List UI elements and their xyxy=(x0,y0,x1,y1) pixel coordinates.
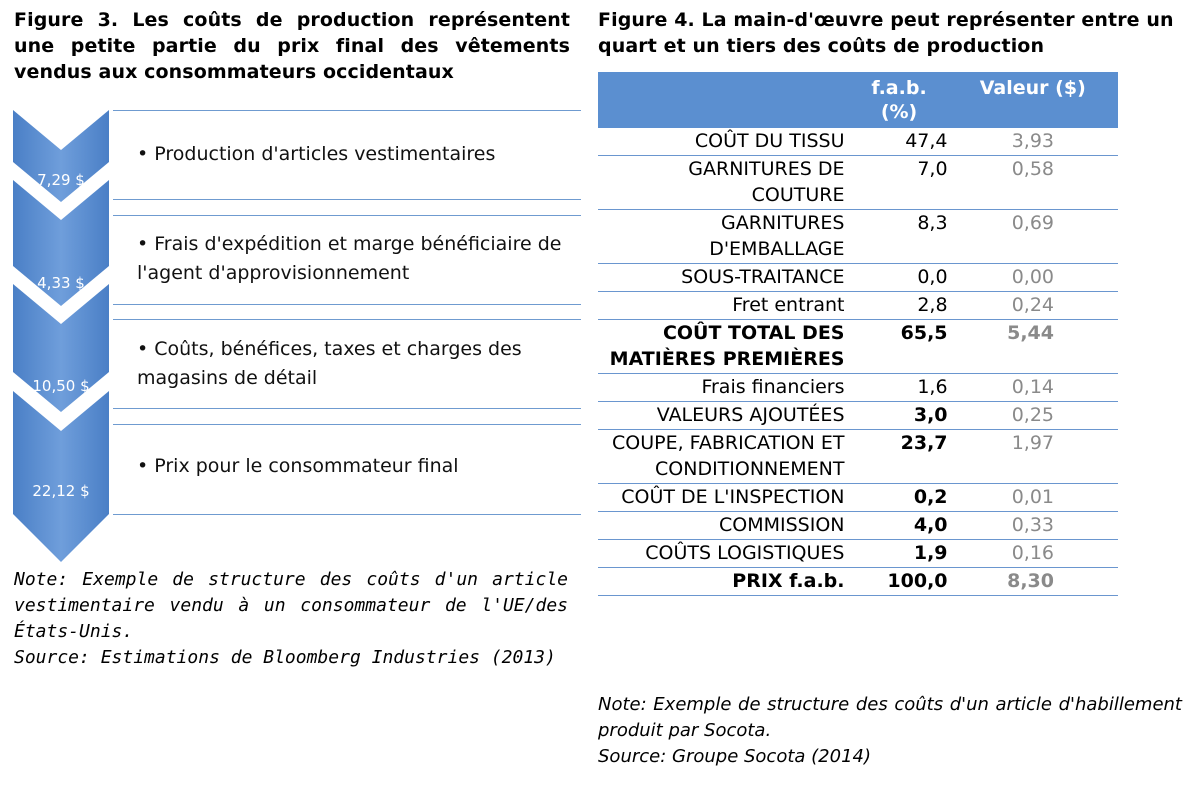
row-valeur: 8,30 xyxy=(948,568,1118,596)
row-valeur: 0,00 xyxy=(948,264,1118,292)
row-valeur: 3,93 xyxy=(1011,130,1054,152)
divider xyxy=(113,408,581,409)
row-fab-pct: 23,7 xyxy=(851,430,948,484)
figure4-title: Figure 4. La main-d'œuvre peut représenter entre un quart et un tiers des coûts de production xyxy=(598,9,1174,57)
table-row xyxy=(598,210,1118,264)
divider xyxy=(113,199,581,200)
figure4-note xyxy=(598,692,1182,770)
row-valeur: 0,14 xyxy=(948,374,1118,402)
row-label: COÛT DE L'INSPECTION xyxy=(598,484,851,512)
header-fab-pct: f.a.b. (%) xyxy=(851,72,948,128)
row-valeur: 0,69 xyxy=(948,210,1118,264)
row-fab-pct: 3,0 xyxy=(851,402,948,430)
row-fab-pct: 4,0 xyxy=(851,512,948,540)
row-label: Frais financiers xyxy=(598,374,851,402)
row-valeur: 0,01 xyxy=(948,484,1118,512)
row-fab-pct: 100,0 xyxy=(851,568,948,596)
table-row xyxy=(598,374,1118,402)
table-row xyxy=(598,568,1118,596)
table-row xyxy=(598,540,1118,568)
table-row xyxy=(598,320,1118,374)
source-text: Source: Groupe Socota (2014) xyxy=(598,746,872,767)
table-row xyxy=(598,402,1118,430)
step-amount: 22,12 $ xyxy=(32,482,90,500)
row-fab-pct: 65,5 xyxy=(851,320,948,374)
chevron-4 xyxy=(13,391,109,562)
table-body xyxy=(598,128,1118,596)
figure4-table xyxy=(598,72,1118,596)
divider xyxy=(113,215,581,216)
row-valeur: 1,97 xyxy=(948,430,1118,484)
step-description: • Coûts, bénéfices, taxes et charges des magasins de détail xyxy=(137,338,522,389)
table-row xyxy=(598,264,1118,292)
figure3-note xyxy=(14,567,568,671)
source-text: Source: Estimations de Bloomberg Industries (2013) xyxy=(14,647,556,668)
divider xyxy=(113,514,581,515)
row-label: Fret entrant xyxy=(598,292,851,320)
row-fab-pct: 1,6 xyxy=(851,374,948,402)
divider xyxy=(113,319,581,320)
row-label: GARNITURES D'EMBALLAGE xyxy=(598,210,851,264)
divider xyxy=(113,110,581,111)
row-label: GARNITURES DE COUTURE xyxy=(598,156,851,210)
row-label: SOUS-TRAITANCE xyxy=(598,264,851,292)
row-fab-pct: 0,0 xyxy=(851,264,948,292)
step-amount: 10,50 $ xyxy=(32,377,90,395)
row-fab-pct: 1,9 xyxy=(851,540,948,568)
note-text: Note: Exemple de structure des coûts d'un article d'habillement produit par Socota. xyxy=(598,694,1182,741)
note-text: Note: Exemple de structure des coûts d'un article vestimentaire vendu à un consommateur de l'UE/des États-Unis. xyxy=(14,569,568,642)
row-valeur: 0,25 xyxy=(948,402,1118,430)
row-fab-pct: 7,0 xyxy=(851,156,948,210)
table-row xyxy=(598,156,1118,210)
step-amount: 4,33 $ xyxy=(37,274,85,292)
row-valeur: 0,58 xyxy=(948,156,1118,210)
table-header xyxy=(598,72,1118,128)
figure3-chevron-diagram xyxy=(13,110,583,565)
header-valeur: Valeur ($) xyxy=(948,72,1118,128)
table-row xyxy=(598,292,1118,320)
divider xyxy=(113,424,581,425)
table-row xyxy=(598,128,1118,156)
row-label: COÛT DU TISSU xyxy=(694,130,845,152)
step-description: • Prix pour le consommateur final xyxy=(137,455,459,477)
figure3-title: Figure 3. Les coûts de production représentent une petite partie du prix final des vêtements vendus aux consommateurs occidentaux xyxy=(14,9,570,83)
row-label: COMMISSION xyxy=(598,512,851,540)
step-description: • Production d'articles vestimentaires xyxy=(137,143,496,165)
row-fab-pct: 2,8 xyxy=(851,292,948,320)
row-label: VALEURS AJOUTÉES xyxy=(598,402,851,430)
row-label: COÛTS LOGISTIQUES xyxy=(598,540,851,568)
row-label: COÛT TOTAL DES MATIÈRES PREMIÈRES xyxy=(598,320,851,374)
row-label: PRIX f.a.b. xyxy=(598,568,851,596)
step-description: • Frais d'expédition et marge bénéficiaire de l'agent d'approvisionnement xyxy=(137,233,562,284)
divider xyxy=(113,304,581,305)
table-row xyxy=(598,430,1118,484)
row-fab-pct: 47,4 xyxy=(905,130,948,152)
header-label xyxy=(598,72,851,128)
step-amount: 7,29 $ xyxy=(37,171,85,189)
row-valeur: 5,44 xyxy=(948,320,1118,374)
row-valeur: 0,33 xyxy=(948,512,1118,540)
row-fab-pct: 0,2 xyxy=(851,484,948,512)
row-valeur: 0,16 xyxy=(948,540,1118,568)
table-row xyxy=(598,484,1118,512)
row-fab-pct: 8,3 xyxy=(851,210,948,264)
row-valeur: 0,24 xyxy=(948,292,1118,320)
row-label: COUPE, FABRICATION ET CONDITIONNEMENT xyxy=(598,430,851,484)
table-row xyxy=(598,512,1118,540)
